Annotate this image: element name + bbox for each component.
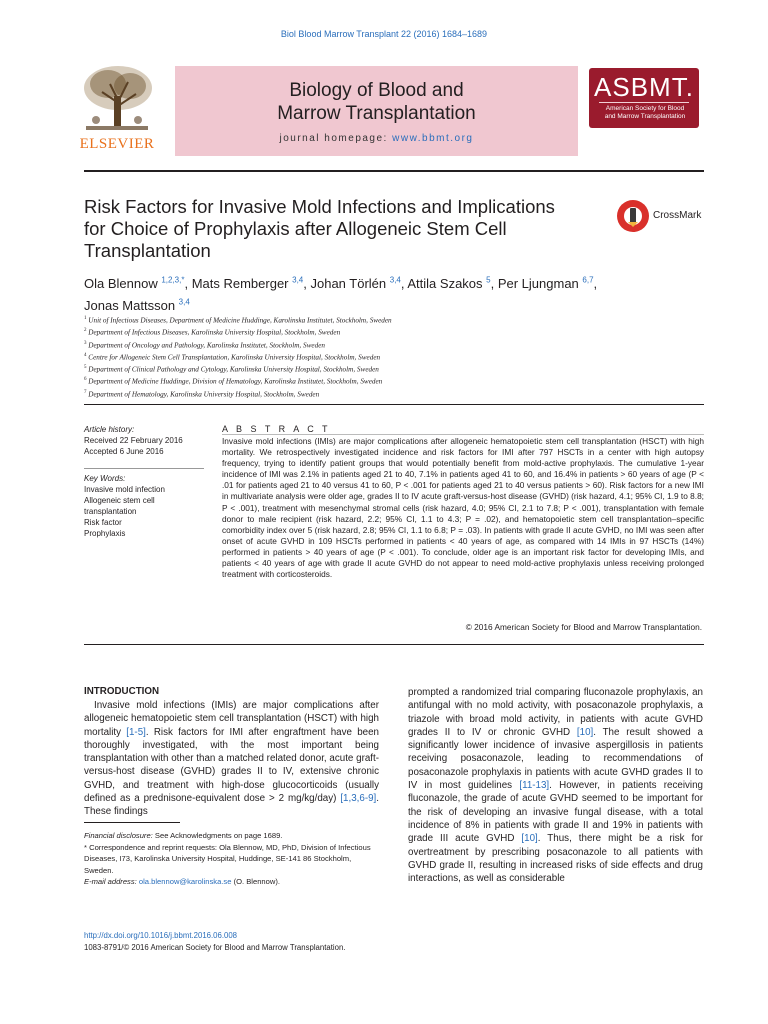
keywords-header: Key Words: — [84, 474, 126, 483]
author-affiliation-marks: 5 — [486, 276, 491, 285]
author-1: Ola Blennow $^{1,2,3,*}$, — [84, 276, 192, 292]
keywords-divider — [84, 468, 204, 469]
email-note: E-mail address: ola.blennow@karolinska.se (O. Blennow). — [84, 877, 280, 886]
affiliation-3: $^3$ Department of Oncology and Pathology, Karolinska Institutet, Stockholm, Sweden — [84, 340, 325, 349]
journal-title — [175, 79, 578, 125]
abstract-header-rule — [222, 434, 704, 435]
affiliation-5: $^5$ Department of Clinical Pathology and Cytology, Karolinska University Hospital, Stockholm, Sweden — [84, 365, 379, 374]
footnote-rule — [84, 822, 180, 823]
author-5: Per Ljungman $^{6,7}$, — [497, 276, 598, 292]
body-column-left: Invasive mold infections (IMIs) are major complications after allogeneic hematopoietic stem cell transplantation (HSCT) with high mortality [1-5]. Risk factors for IMI after engraftment have been thoroughly investigated, with the most important being transplantation with other than a matched related donor, acute graft-versus-host disease (GVHD) grades II to IV, extensive chronic GVHD, and treatment with high-dose glucocorticoids (usually defined as a prednisone-equivalent dose > 2 mg/kg/day) [1,3,6-9]. These findings — [84, 700, 379, 818]
doi-link[interactable]: http://dx.doi.org/10.1016/j.bbmt.2016.06.008 — [84, 931, 238, 940]
issn-line: 1083-8791/© 2016 American Society for Blood and Marrow Transplantation. — [84, 943, 346, 952]
reference-link[interactable]: [10] — [521, 833, 538, 845]
journal-homepage — [175, 133, 578, 144]
email-link[interactable]: ola.blennow@karolinska.se — [138, 877, 232, 886]
author-list — [84, 272, 684, 315]
affiliation-6: $^6$ Department of Medicine Huddinge, Division of Hematology, Karolinska Institutet, Stockholm, Sweden — [84, 377, 383, 386]
reference-link[interactable]: [11-13] — [519, 780, 550, 792]
asbmt-logo — [589, 68, 699, 128]
crossmark-label: CrossMark — [653, 210, 702, 221]
crossmark-badge[interactable] — [617, 200, 707, 236]
abstract-rule — [84, 644, 704, 645]
asbmt-subtitle: American Society for Blood and Marrow Transplantation — [604, 105, 686, 120]
introduction-heading: INTRODUCTION — [84, 686, 160, 697]
accepted-date: Accepted 6 June 2016 — [84, 447, 164, 456]
affiliation-list — [84, 314, 684, 400]
author-4: Attila Szakos $^5$, — [407, 276, 498, 292]
homepage-label: journal homepage: — [279, 133, 393, 144]
author-affiliation-marks: 3,4 — [292, 276, 304, 285]
author-affiliation-marks: 1,2,3,* — [161, 276, 185, 285]
correspondence-note: * Correspondence and reprint requests: Ola Blennow, MD, PhD, Division of Infectious Diseases, I73, Karolinska University Hospital, Huddinge, SE-141 86 Stockholm, Sweden. — [84, 842, 371, 875]
body-column-right: prompted a randomized trial comparing fluconazole prophylaxis, an antifungal with no mold activity, with posaconazole prophylaxis, a triazole with broad mold activity, in patients with acute GVHD grades II to IV or chronic GVHD [10]. The result showed a significantly lower incidence of invasive aspergillosis in patients receiving posaconazole, leading to recommendations of posaconazole prophylaxis in patients with acute GVHD grades II to IV in most guidelines [11-13]. However, in patients receiving fluconazole, the grade of acute GVHD seemed to be important for the risk of developing an invasive fungal disease, with a total incidence of 8% in patients with grade II and 19% in patients with grade III acute GVHD [10]. Thus, there might be a risk for overtreatment by prescribing posaconazole to all patients with GVHD grade II, resulting in increased risks of side effects and drug interactions, as well as considerable — [408, 687, 703, 885]
author-affiliation-marks: 3,4 — [389, 276, 401, 285]
affiliation-1: $^1$ Unit of Infectious Diseases, Department of Medicine Huddinge, Karolinska Institutet, Stockholm, Sweden — [84, 316, 392, 325]
affiliation-rule — [84, 404, 704, 405]
crossmark-icon — [617, 200, 649, 232]
affiliation-2: $^2$ Department of Infectious Diseases, Karolinska University Hospital, Stockholm, Sweden — [84, 328, 341, 337]
affiliation-4: $^4$ Centre for Allogeneic Stem Cell Transplantation, Karolinska University Hospital, Stockholm, Sweden — [84, 352, 381, 362]
article-title: Risk Factors for Invasive Mold Infections and Implications for Choice of Prophylaxis after Allogeneic Stem Cell Transplantation — [84, 196, 555, 261]
article-history-header: Article history: — [84, 425, 135, 434]
author-2: Mats Remberger $^{3,4}$, — [191, 276, 311, 292]
author-affiliation-marks: 3,4 — [178, 297, 190, 307]
author-6: Jonas Mattsson $^{3,4}$ — [84, 297, 190, 313]
footnotes — [84, 830, 379, 888]
asbmt-wordmark: ASBMT. — [594, 72, 694, 102]
keyword-item: Allogeneic stem cell — [84, 496, 155, 505]
financial-disclosure: Financial disclosure: See Acknowledgments on page 1689. — [84, 831, 283, 840]
elsevier-tree-icon — [78, 62, 156, 134]
article-info — [84, 424, 204, 539]
abstract-copyright: © 2016 American Society for Blood and Marrow Transplantation. — [465, 622, 702, 632]
journal-title-line-2: Marrow Transplantation — [277, 103, 476, 124]
journal-citation: Biol Blood Marrow Transplant 22 (2016) 1684–1689 — [280, 29, 488, 39]
keyword-list — [84, 484, 204, 539]
elsevier-logo — [68, 62, 166, 158]
journal-banner — [175, 66, 578, 156]
keyword-item: transplantation — [84, 507, 137, 516]
author-3: Johan Törlén $^{3,4}$, — [310, 276, 408, 292]
keyword-item: Prophylaxis — [84, 529, 126, 538]
abstract-header: A B S T R A C T — [222, 424, 331, 434]
keyword-item: Invasive mold infection — [84, 485, 165, 494]
affiliation-7: $^7$ Department of Hematology, Karolinska University Hospital, Stockholm, Sweden — [84, 389, 320, 399]
reference-link[interactable]: [1-5] — [126, 726, 146, 738]
reference-link[interactable]: [1,3,6-9] — [340, 793, 377, 805]
elsevier-wordmark: ELSEVIER — [79, 136, 155, 152]
author-affiliation-marks: 6,7 — [582, 276, 594, 285]
received-date: Received 22 February 2016 — [84, 436, 183, 445]
reference-link[interactable]: [10] — [576, 726, 594, 738]
abstract-text: Invasive mold infections (IMIs) are major complications after allogeneic hematopoietic stem cell transplantation (HSCT) with high mortality. We retrospectively investigated incidence and risk factors for IMI after 797 HSCTs in a center with high autopsy frequency, trying to identify patient groups that would potentially benefit from mold-active prophylaxis. The cumulative 1-year incidence of IMI was 2.1% in patients aged 21 to 40, 7.1% in patients aged 41 to 60, and 16.4% in patients > 60 years of age (P < .01 for patients aged 21 to 40 versus 41 to 60, P < .001 for patients aged 21 to 40 versus patients > 60). Risk factors for a new IMI in multivariate analysis were older age, grades II to IV acute graft-versus-host disease (GVHD) (risk hazard, 4.1; 95% CI, 1.9 to 8.8; P < .001), treatment with mesenchymal stromal cells (risk hazard, 4.0; 95% CI, 2.1 to 7.8; P < .001), transplantation with female donor to male recipient (risk hazard, 2.2; 95% CI, 1.1 to 4.3; P = .02), and hematopoietic stem cell transplantation–specific comorbidity index over 5 (risk hazard, 2.8; 95% CI, 1.1 to 6.8; P = .03). In patients with grade II acute GVHD, no IMI was seen after onset of acute GVHD in 109 HSCTs performed in patients < 40 years of age, as compared with 14 IMIs in 97 HSCTs (14%) performed in patients > 40 years of age (P < .001). To conclude, older age is an important risk factor for developing IMIs, and patients < 40 years of age with grade II acute GVHD do not appear to need mold-active prophylaxis unless receiving prolonged treatment with corticosteroids. — [222, 436, 704, 580]
keyword-item: Risk factor — [84, 518, 122, 527]
header-rule — [84, 170, 704, 172]
journal-title-line-1: Biology of Blood and — [289, 80, 464, 101]
homepage-link[interactable]: www.bbmt.org — [392, 133, 474, 144]
asbmt-divider — [599, 102, 689, 103]
